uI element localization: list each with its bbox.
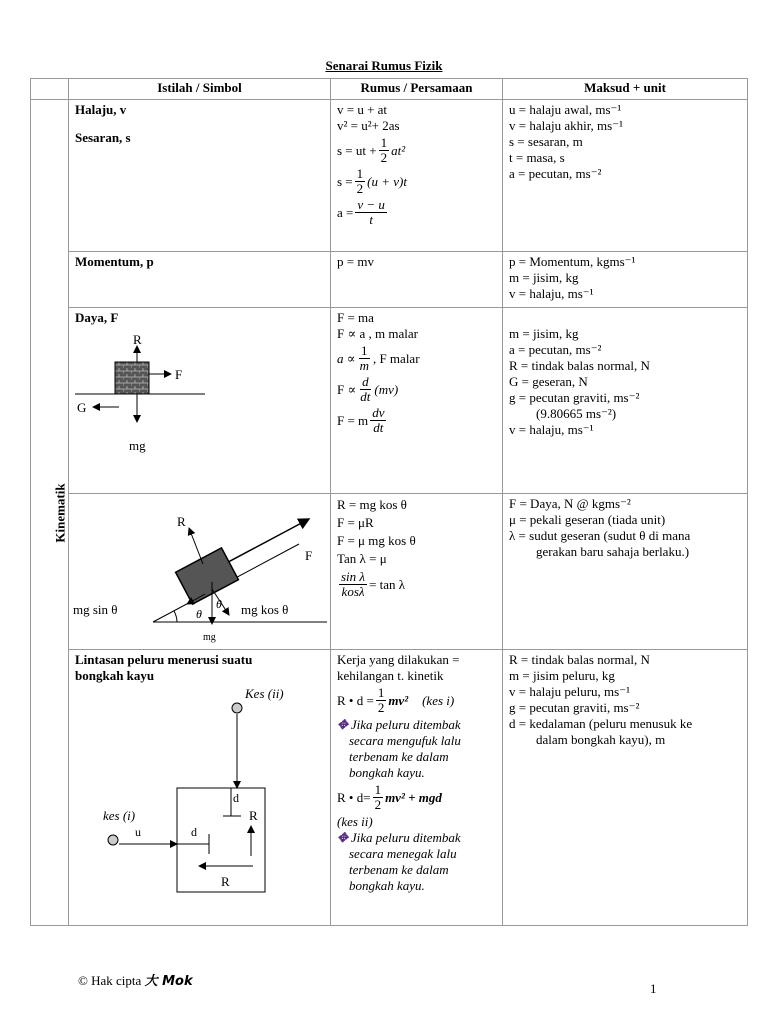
note-line: terbenam ke dalam — [349, 862, 449, 877]
fraction-den: dt — [360, 389, 371, 404]
meaning-line: m = jisim, kg — [509, 326, 579, 341]
fraction-den: 2 — [356, 181, 364, 196]
label-d-ii: d — [233, 791, 239, 805]
fraction-den: kosλ — [341, 584, 365, 599]
formula — [337, 198, 496, 227]
formula — [337, 344, 496, 373]
fraction-num: sin λ — [341, 569, 366, 584]
author-logo: 大 Mok — [144, 974, 193, 989]
fraction — [355, 167, 366, 196]
term-displacement: Sesaran, s — [75, 130, 131, 145]
page-number: 1 — [650, 981, 657, 996]
formula — [337, 783, 496, 812]
formula — [337, 570, 496, 599]
bullet-diagram — [75, 684, 325, 914]
formula: Tan λ = μ — [337, 551, 387, 566]
case-label: (kes i) — [422, 692, 455, 708]
formula: F = μR — [337, 515, 374, 530]
label-kes2: Kes (ii) — [245, 686, 284, 701]
fraction-den: m — [359, 358, 369, 373]
fraction-num: 1 — [361, 343, 368, 358]
formula-part: at² — [391, 142, 406, 158]
note-line: bongkah kayu. — [349, 878, 425, 893]
meaning-cell — [503, 252, 748, 308]
meaning-line: F = Daya, N @ kgms⁻² — [509, 496, 631, 511]
bullet-ii — [232, 703, 242, 713]
formula-part: a = — [337, 204, 354, 220]
term-cell — [69, 100, 331, 252]
note-line — [337, 717, 496, 733]
label-theta-2: θ — [216, 597, 222, 611]
formula-cell — [331, 252, 503, 308]
incline-diagram — [69, 494, 327, 644]
table-row — [31, 252, 748, 308]
meaning-line: gerakan baru sahaja berlaku.) — [536, 544, 690, 559]
meaning-line: v = halaju peluru, ms⁻¹ — [509, 684, 630, 699]
formula-part: (mv) — [374, 381, 399, 397]
formula-part: s = — [337, 173, 353, 189]
header-row — [31, 79, 748, 100]
label-mg: mg — [203, 632, 216, 643]
fraction-num: 1 — [374, 782, 382, 797]
formula — [337, 375, 496, 404]
cross-bullet-icon: ✥ — [337, 830, 348, 845]
angle-arc — [174, 611, 177, 622]
formula-part: (u + v)t — [367, 173, 407, 189]
case-label: (kes ii) — [337, 814, 373, 829]
label-mgsin: mg sin θ — [73, 602, 118, 617]
formula — [337, 686, 496, 715]
page-title: Senarai Rumus Fizik — [325, 58, 443, 73]
meaning-line: v = halaju akhir, ms⁻¹ — [509, 118, 623, 133]
formula — [337, 406, 496, 435]
label-R-ii: R — [249, 808, 258, 823]
meaning-line: g = pecutan graviti, ms⁻² — [509, 700, 640, 715]
fraction-den: dt — [373, 420, 384, 435]
formula-intro: Kerja yang dilakukan = — [337, 652, 460, 667]
formula: F ∝ a , m malar — [337, 326, 419, 341]
label-G: G — [77, 400, 87, 415]
header-term: Istilah / Simbol — [69, 79, 331, 100]
formula-cell — [331, 650, 503, 926]
fraction-den: 2 — [380, 150, 388, 165]
bullet-i — [108, 835, 118, 845]
formula: v = u + at — [337, 102, 388, 117]
force-diagram — [75, 326, 225, 456]
term-cell — [69, 650, 331, 926]
table-row — [31, 308, 748, 494]
table-row — [31, 100, 748, 252]
formula — [337, 167, 496, 196]
normal-arrow — [189, 528, 203, 564]
fraction-num: dv — [372, 405, 385, 420]
header-formula: Rumus / Persamaan — [331, 79, 503, 100]
formula-part: mv² + mgd — [385, 789, 442, 805]
meaning-cell — [503, 308, 748, 494]
label-theta: θ — [196, 607, 202, 621]
fraction-den: 2 — [377, 700, 385, 715]
meaning-line: a = pecutan, ms⁻² — [509, 166, 602, 181]
brick-block — [115, 362, 149, 394]
meaning-line: λ = sudut geseran (sudut θ di mana — [509, 528, 691, 543]
cross-bullet-icon: ✥ — [337, 717, 348, 732]
formula-part: R • d = — [337, 692, 374, 708]
table-row — [31, 494, 748, 650]
meaning-line: t = masa, s — [509, 150, 565, 165]
meaning-line: g = pecutan graviti, ms⁻² — [509, 390, 640, 405]
label-mgkos: mg kos θ — [241, 602, 289, 617]
note-text: Jika peluru ditembak — [350, 830, 461, 845]
label-d-i: d — [191, 825, 197, 839]
formula-part: , F malar — [372, 350, 420, 366]
label-u: u — [135, 825, 141, 839]
fraction-num: v − u — [357, 197, 385, 212]
note-line: secara mengufuk lalu — [349, 733, 461, 748]
formula: v² = u²+ 2as — [337, 118, 400, 133]
meaning-cell — [503, 650, 748, 926]
meaning-line: R = tindak balas normal, N — [509, 358, 650, 373]
meaning-line: μ = pekali geseran (tiada unit) — [509, 512, 666, 527]
formula: F = μ mg kos θ — [337, 533, 416, 548]
label-R-i: R — [221, 874, 230, 889]
fraction — [355, 198, 387, 227]
formula-cell — [331, 494, 503, 650]
meaning-line: m = jisim peluru, kg — [509, 668, 615, 683]
header-blank — [31, 79, 69, 100]
fraction — [373, 783, 384, 812]
meaning-line: s = sesaran, m — [509, 134, 583, 149]
meaning-line: R = tindak balas normal, N — [509, 652, 650, 667]
formula-table — [30, 78, 748, 926]
term-cell — [69, 308, 331, 494]
formula-part: F ∝ — [337, 381, 357, 397]
block — [176, 548, 239, 604]
note-line: secara menegak lalu — [349, 846, 457, 861]
formula: R = mg kos θ — [337, 497, 407, 512]
label-F: F — [175, 367, 183, 382]
meaning-cell — [503, 494, 748, 650]
note-line: bongkah kayu. — [349, 765, 425, 780]
meaning-line: v = halaju, ms⁻¹ — [509, 422, 594, 437]
table-row — [31, 650, 748, 926]
fraction — [370, 406, 386, 435]
label-R: R — [133, 332, 142, 347]
term-velocity: Halaju, v — [75, 102, 127, 117]
label-F: F — [305, 548, 313, 563]
term-momentum: Momentum, p — [75, 254, 154, 269]
formula-part: R • d= — [337, 789, 371, 805]
fraction-den: 2 — [374, 797, 382, 812]
section-label: Kinematik — [52, 482, 68, 543]
fraction-num: 1 — [356, 166, 364, 181]
meaning-line: (9.80665 ms⁻²) — [536, 406, 617, 421]
formula-intro: kehilangan t. kinetik — [337, 668, 444, 683]
meaning-line: p = Momentum, kgms⁻¹ — [509, 254, 636, 269]
header-meaning: Maksud + unit — [503, 79, 748, 100]
meaning-line: a = pecutan, ms⁻² — [509, 342, 602, 357]
formula-part: mv² — [388, 692, 409, 708]
fraction-num: 1 — [380, 135, 388, 150]
fraction-den: t — [369, 212, 373, 227]
fraction — [376, 686, 387, 715]
fraction — [358, 375, 372, 404]
formula-part: F = m — [337, 412, 369, 428]
formula-cell — [331, 308, 503, 494]
fraction — [379, 136, 390, 165]
label-R: R — [177, 514, 186, 529]
formula: F = ma — [337, 310, 374, 325]
meaning-line: G = geseran, N — [509, 374, 588, 389]
diagram-cell — [69, 494, 331, 650]
meaning-line: v = halaju, ms⁻¹ — [509, 286, 594, 301]
meaning-line: u = halaju awal, ms⁻¹ — [509, 102, 622, 117]
fraction-num: d — [362, 374, 369, 389]
formula-part: a ∝ — [337, 350, 356, 366]
formula — [337, 136, 496, 165]
note-line: terbenam ke dalam — [349, 749, 449, 764]
meaning-cell — [503, 100, 748, 252]
note-text: Jika peluru ditembak — [350, 717, 461, 732]
term-bullet-2: bongkah kayu — [75, 668, 155, 683]
section-label-cell — [31, 100, 69, 926]
meaning-line: dalam bongkah kayu), m — [536, 732, 666, 747]
footer — [78, 970, 193, 989]
meaning-line: m = jisim, kg — [509, 270, 579, 285]
fraction — [339, 570, 367, 599]
note-line — [337, 830, 496, 846]
formula-part: s = ut + — [337, 142, 377, 158]
label-kes1: kes (i) — [103, 808, 136, 823]
fraction — [358, 344, 371, 373]
term-cell — [69, 252, 331, 308]
term-force: Daya, F — [75, 310, 119, 325]
formula-part: = tan λ — [369, 576, 406, 592]
fraction-num: 1 — [377, 685, 385, 700]
label-mg: mg — [129, 438, 146, 453]
meaning-line: d = kedalaman (peluru menusuk ke — [509, 716, 693, 731]
formula: p = mv — [337, 254, 374, 269]
copyright-text: © Hak cipta — [78, 973, 142, 988]
term-bullet: Lintasan peluru menerusi suatu — [75, 652, 253, 667]
formula-cell — [331, 100, 503, 252]
